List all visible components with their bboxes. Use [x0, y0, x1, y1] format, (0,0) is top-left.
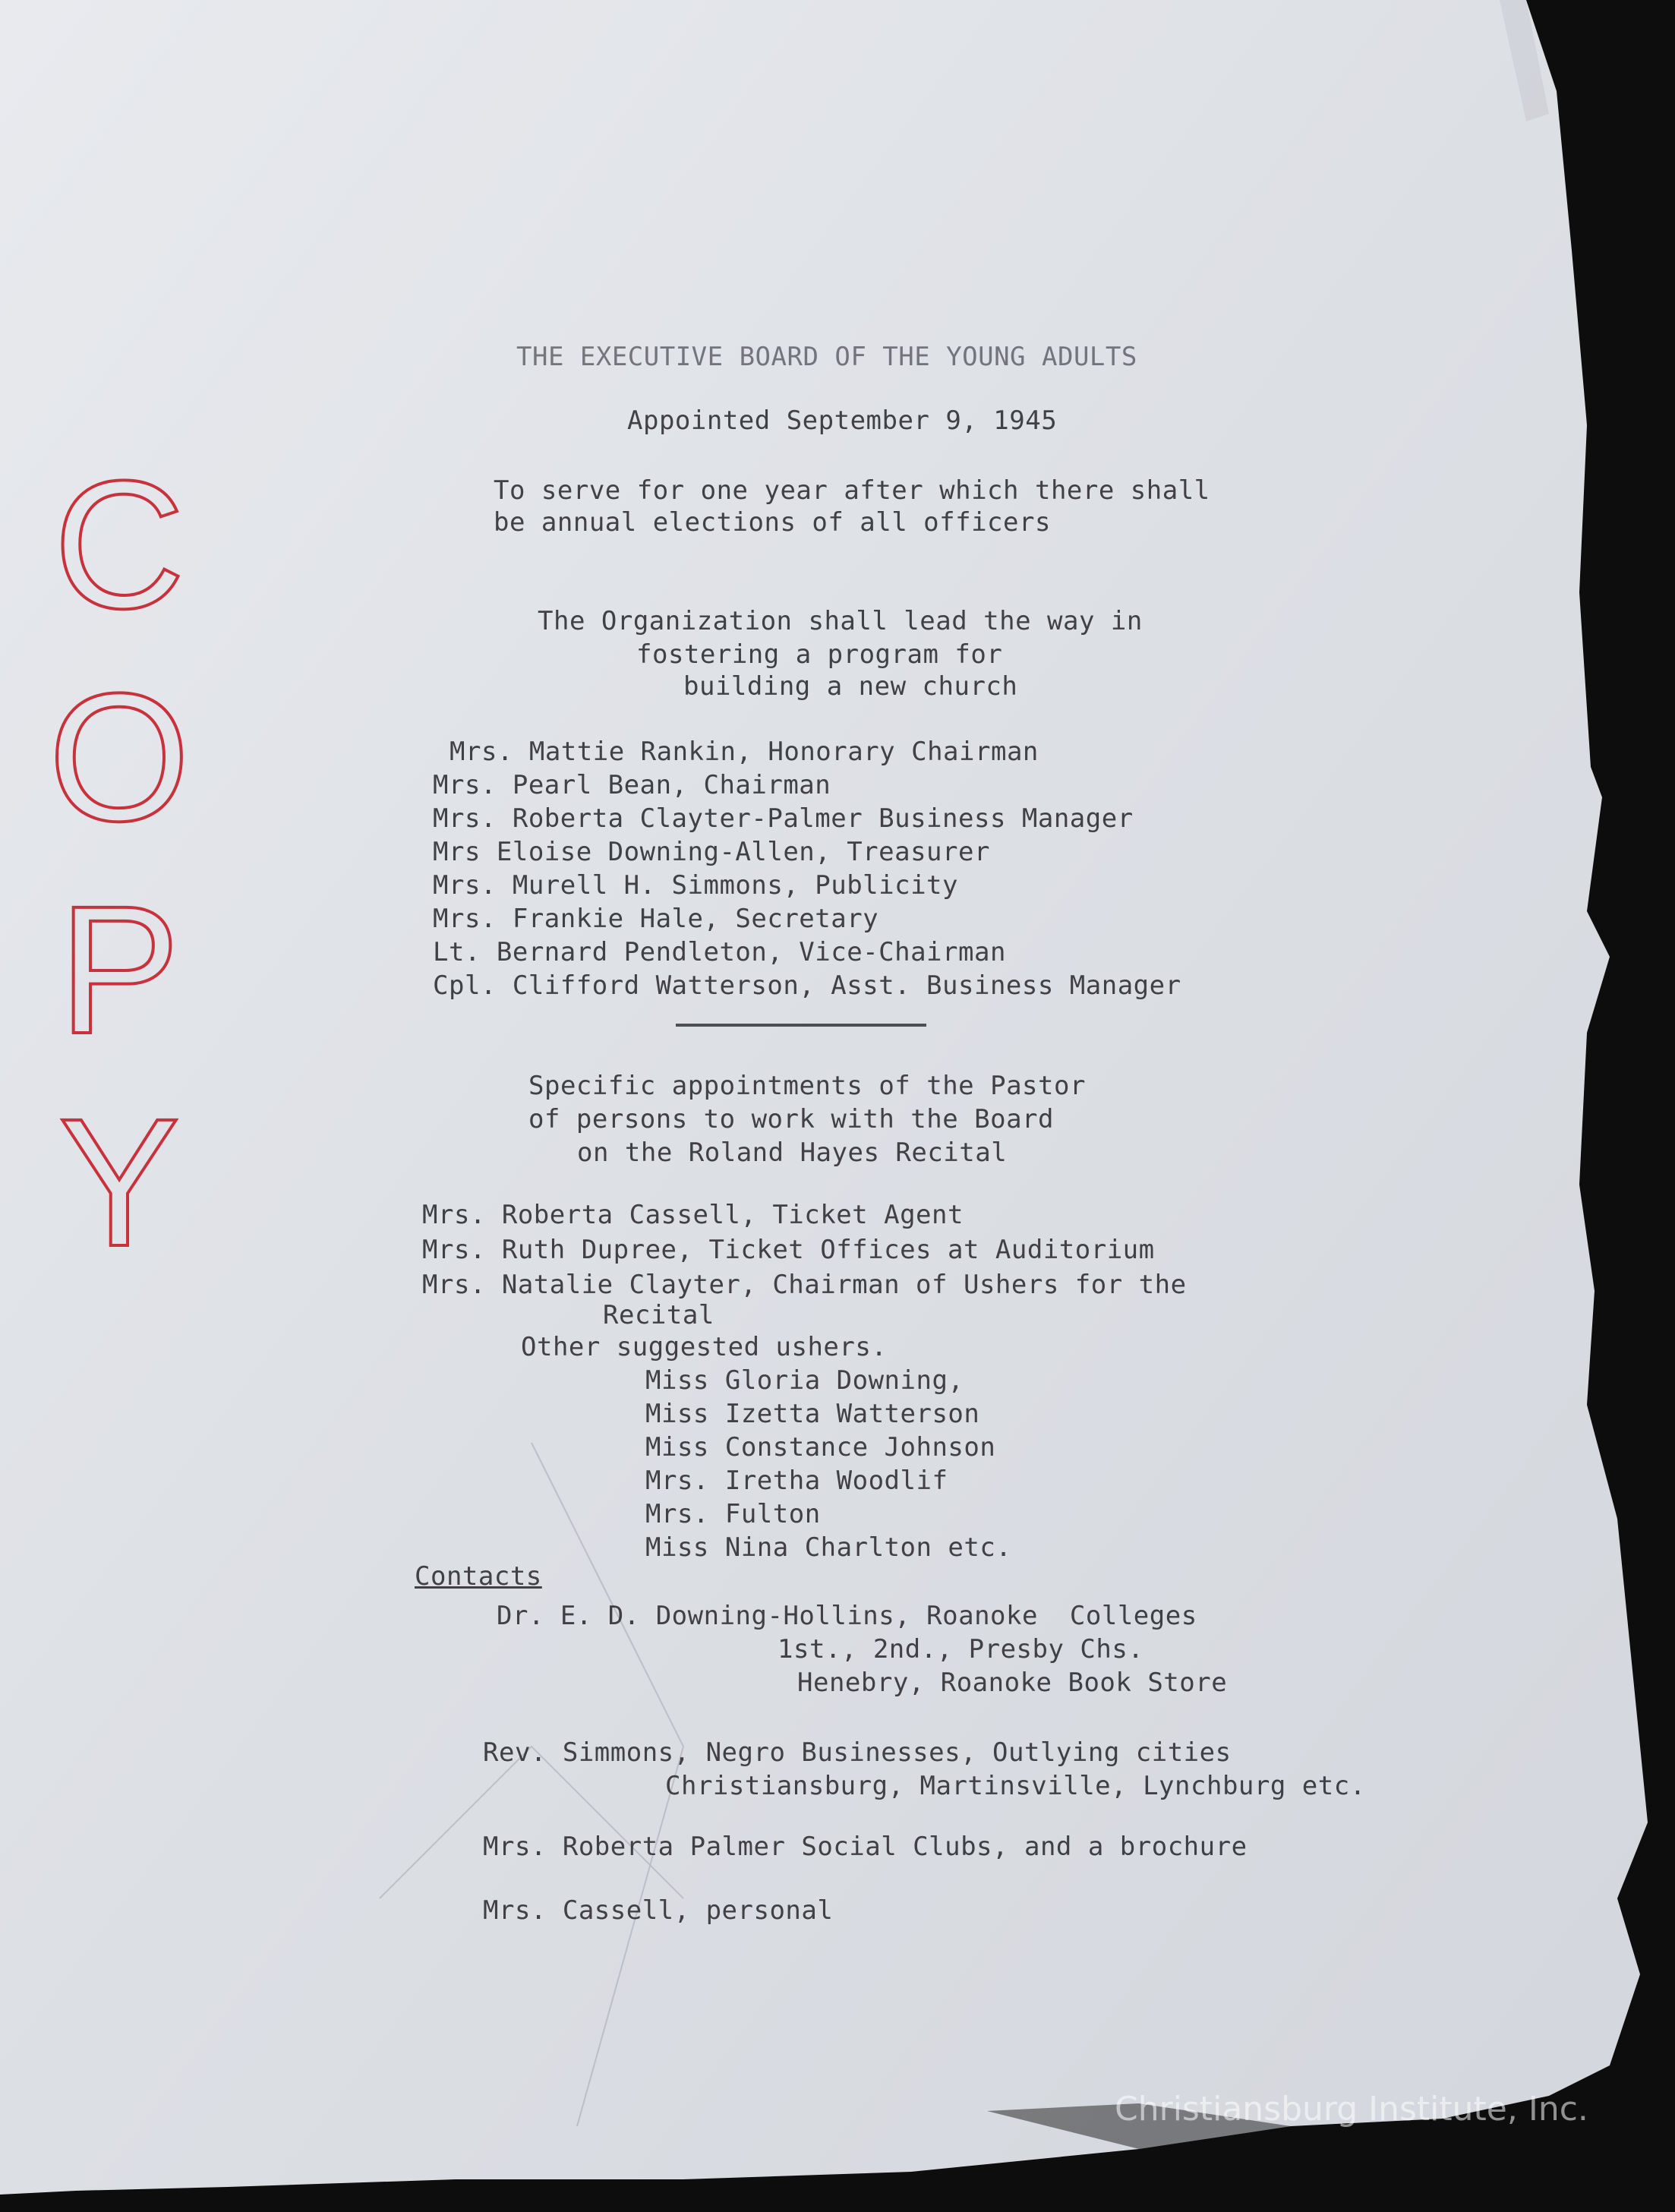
appointee-line: Recital — [603, 1300, 714, 1330]
usher-line: Miss Izetta Watterson — [645, 1399, 980, 1429]
ushers-heading: Other suggested ushers. — [521, 1332, 888, 1362]
appointee-line: Mrs. Natalie Clayter, Chairman of Ushers for the — [422, 1270, 1187, 1300]
appointee-line: Mrs. Roberta Cassell, Ticket Agent — [422, 1200, 964, 1230]
contact-line: Christiansburg, Martinsville, Lynchburg etc. — [665, 1771, 1366, 1801]
usher-line: Miss Nina Charlton etc. — [645, 1532, 1012, 1563]
stamp-letter-p: P — [58, 868, 181, 1071]
officer-line: Lt. Bernard Pendleton, Vice-Chairman — [433, 937, 1006, 967]
officer-line: Mrs. Mattie Rankin, Honorary Chairman — [450, 737, 1039, 767]
watermark-text: Christiansburg Institute, Inc. — [1115, 2090, 1588, 2128]
officer-line: Mrs. Roberta Clayter-Palmer Business Manager — [433, 803, 1134, 834]
purpose-line-1: The Organization shall lead the way in — [538, 606, 1143, 636]
officer-line: Mrs. Murell H. Simmons, Publicity — [433, 870, 959, 901]
contact-line: Mrs. Roberta Palmer Social Clubs, and a brochure — [483, 1832, 1248, 1862]
purpose-line-3: building a new church — [683, 671, 1018, 702]
stamp-letter-y: Y — [58, 1081, 181, 1284]
contact-line: Henebry, Roanoke Book Store — [797, 1668, 1228, 1698]
officer-line: Mrs Eloise Downing-Allen, Treasurer — [433, 837, 990, 867]
contacts-heading: Contacts — [415, 1561, 542, 1592]
appointments-line-3: on the Roland Hayes Recital — [577, 1138, 1008, 1168]
contact-line: Rev. Simmons, Negro Businesses, Outlying cities — [483, 1737, 1232, 1768]
stamp-letter-o: O — [48, 655, 191, 859]
document-title: THE EXECUTIVE BOARD OF THE YOUNG ADULTS — [516, 342, 1137, 372]
term-line-2: be annual elections of all officers — [494, 507, 1051, 538]
officer-line: Mrs. Pearl Bean, Chairman — [433, 770, 831, 800]
appointments-line-1: Specific appointments of the Pastor — [528, 1071, 1086, 1101]
term-line-1: To serve for one year after which there shall — [494, 475, 1210, 506]
appointments-line-2: of persons to work with the Board — [528, 1104, 1055, 1134]
copy-stamp — [48, 443, 191, 1367]
section-divider — [676, 1024, 926, 1027]
usher-line: Miss Gloria Downing, — [645, 1365, 964, 1396]
usher-line: Mrs. Iretha Woodlif — [645, 1466, 948, 1496]
contact-line: Mrs. Cassell, personal — [483, 1895, 834, 1926]
usher-line: Mrs. Fulton — [645, 1499, 821, 1529]
purpose-line-2: fostering a program for — [636, 639, 1003, 670]
appointed-date: Appointed September 9, 1945 — [627, 405, 1058, 436]
contact-line: Dr. E. D. Downing-Hollins, Roanoke Colleges — [497, 1601, 1197, 1631]
stamp-letter-c: C — [53, 443, 185, 646]
contact-line: 1st., 2nd., Presby Chs. — [778, 1634, 1144, 1665]
usher-line: Miss Constance Johnson — [645, 1432, 996, 1463]
officer-line: Mrs. Frankie Hale, Secretary — [433, 904, 879, 934]
officer-line: Cpl. Clifford Watterson, Asst. Business Manager — [433, 970, 1181, 1001]
appointee-line: Mrs. Ruth Dupree, Ticket Offices at Auditorium — [422, 1235, 1155, 1265]
